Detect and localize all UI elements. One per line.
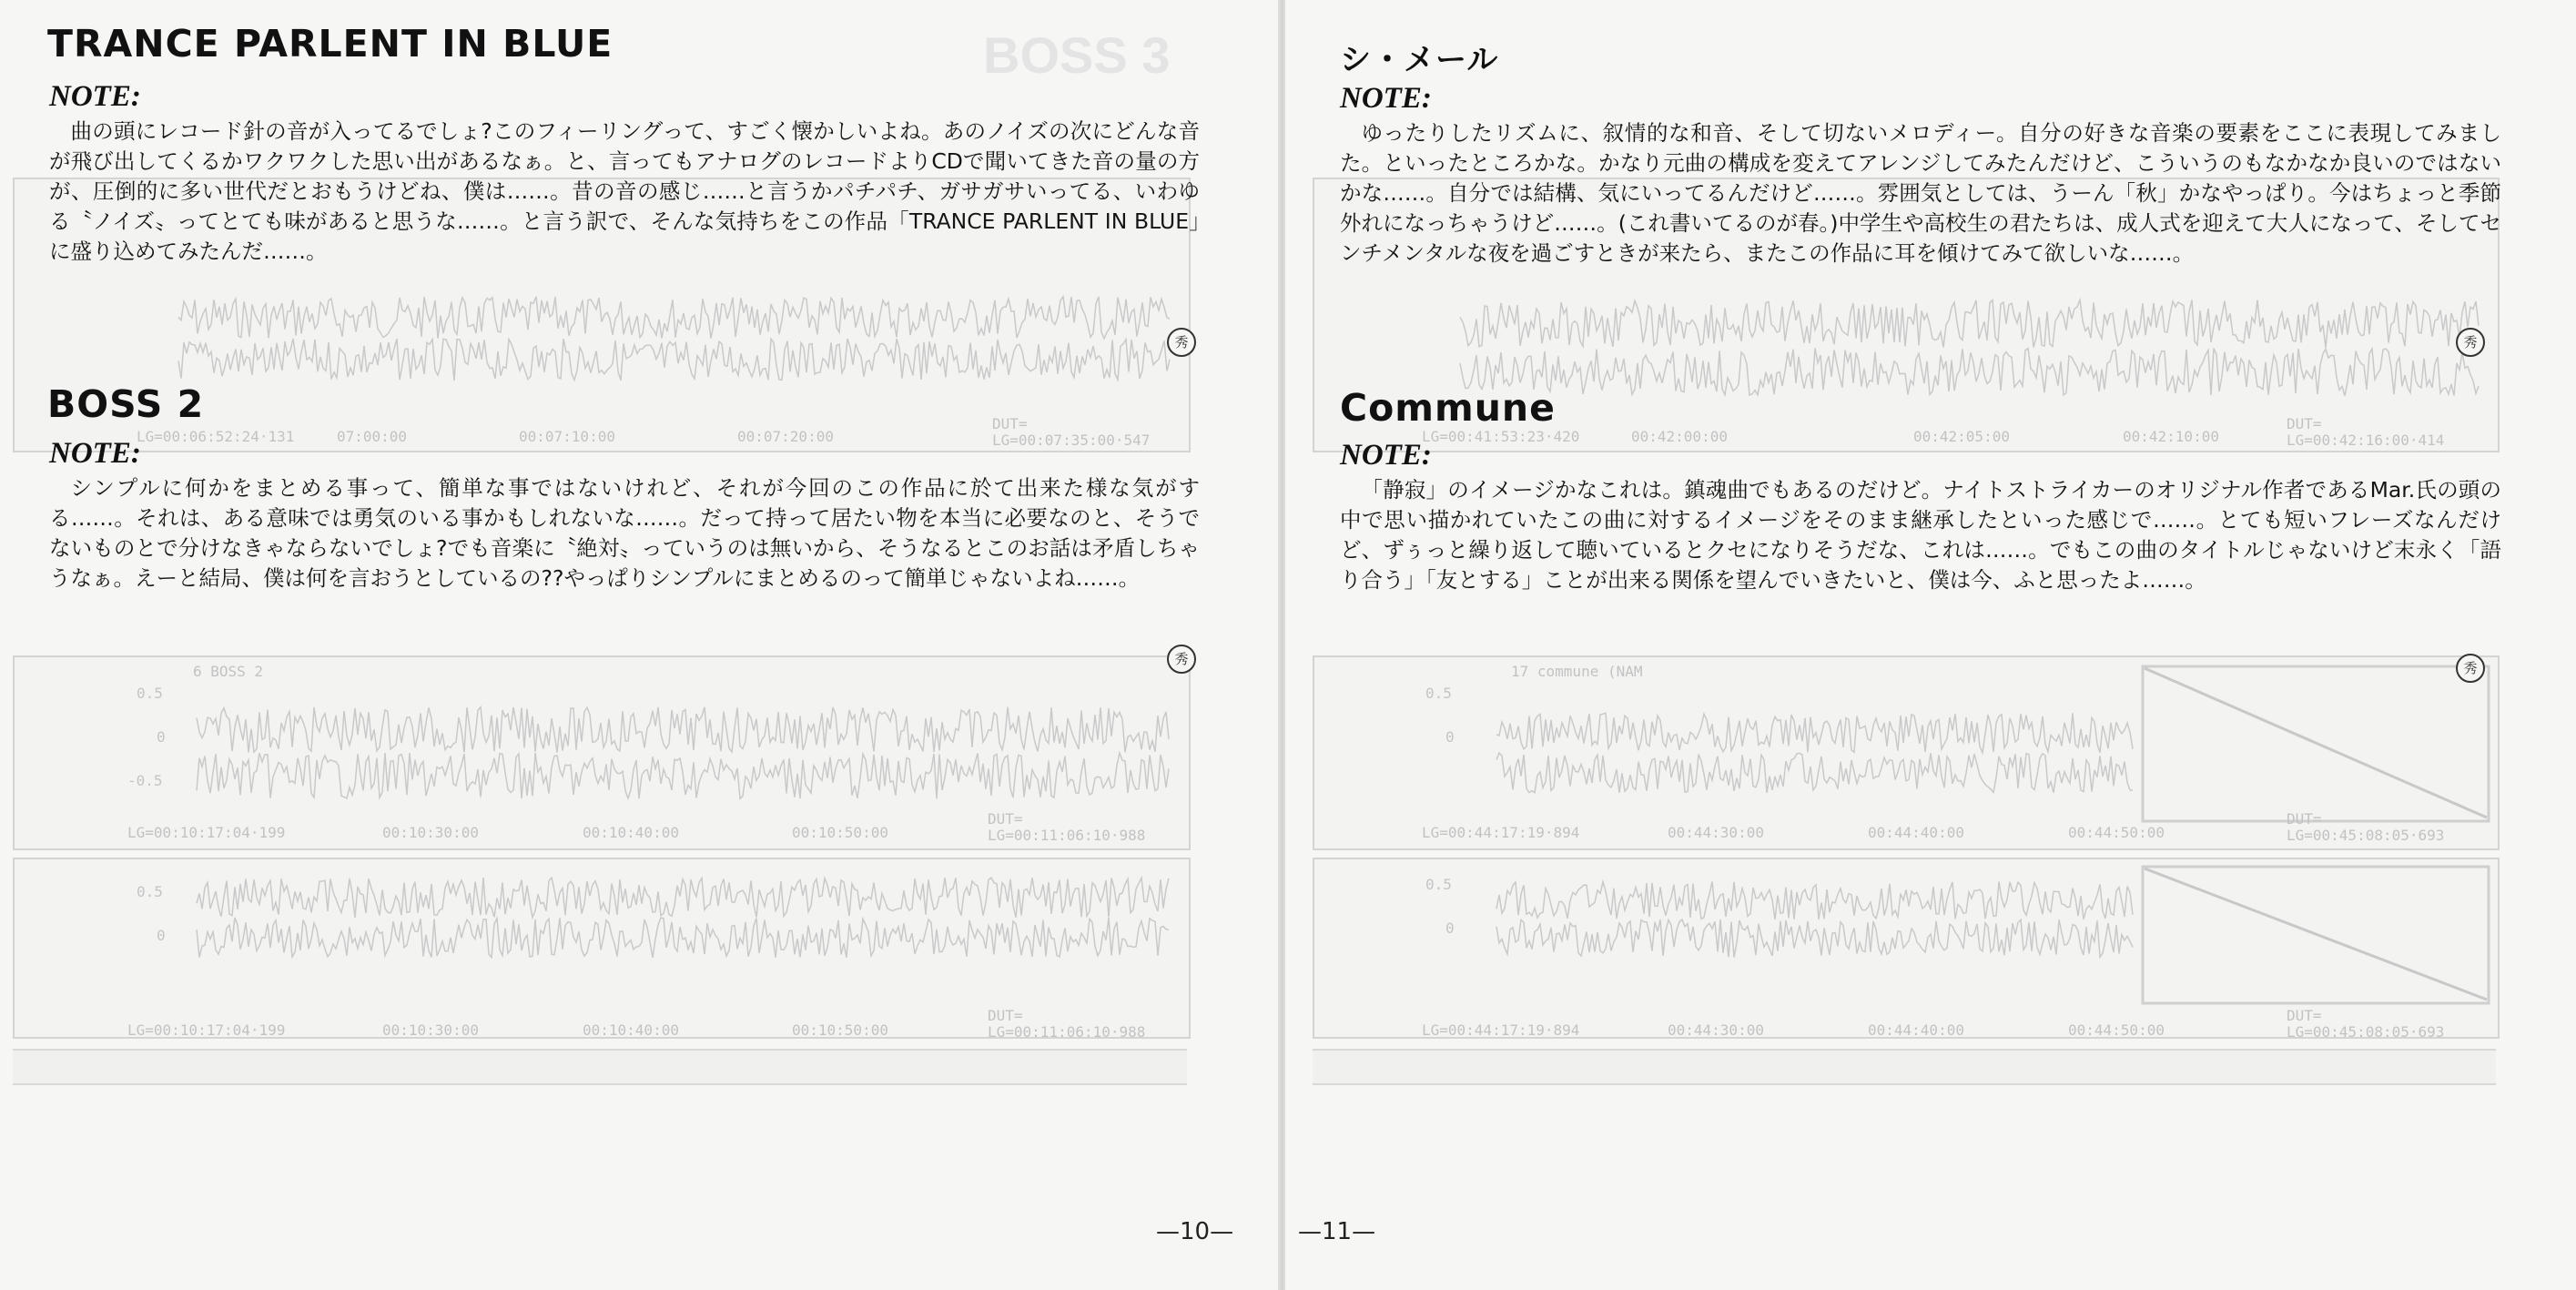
waveform-trace [178, 339, 1170, 381]
right-page [1285, 0, 2576, 1290]
axis-label: 0.5 [137, 685, 163, 702]
timecode: 00:44:40:00 [1868, 824, 1964, 841]
status-strip [13, 1049, 1187, 1085]
timecode-end: LG=00:11:06:10·988 [988, 827, 1146, 844]
timecode: 00:10:50:00 [792, 1021, 888, 1039]
timecode-out-label: DUT= [2287, 1007, 2322, 1024]
stamp-icon: 秀 [2456, 654, 2485, 683]
axis-label: -0.5 [127, 772, 163, 789]
waveform-trace [1460, 348, 2479, 395]
status-strip [1313, 1049, 2496, 1085]
timecode: 00:44:50:00 [2068, 824, 2165, 841]
timecode: 00:44:40:00 [1868, 1021, 1964, 1039]
ghost-title: BOSS 3 [983, 26, 1171, 84]
track-label: 6 BOSS 2 [193, 663, 264, 680]
axis-label: 0.5 [1425, 876, 1452, 893]
timecode: 00:42:05:00 [1913, 428, 2010, 445]
timecode: 00:10:40:00 [583, 1021, 679, 1039]
note-label: NOTE: [49, 437, 141, 470]
timecode-out-label: DUT= [2287, 810, 2322, 828]
timecode: 00:42:00:00 [1631, 428, 1728, 445]
section-body: ゆったりしたリズムに、叙情的な和音、そして切ないメロディー。自分の好きな音楽の要素をここに表現してみました。といったところかな。かなり元曲の構成を変えてアレンジしてみたんだけど、こういうのもなかなか良いのではないかな……。自分では結構、気にいってるんだけど……。雰囲気としては、うーん「秋」かなやっぱり。今はちょっと季節外れになっちゃうけど……。(これ書いてるのが春。)中学生や高校生の君たちは、成人式を迎えて大人になって、そしてセンチメンタルな夜を過ごすときが来たら、またこの作品に耳を傾けてみて欲しいな……。 [1340, 120, 2501, 266]
timecode-start: LG=00:44:17:19·894 [1422, 1021, 1580, 1039]
timecode: 00:07:10:00 [519, 428, 615, 445]
timecode: 00:42:10:00 [2123, 428, 2219, 445]
section-body: 曲の頭にレコード針の音が入ってるでしょ?このフィーリングって、すごく懐かしいよね。あのノイズの次にどんな音が飛び出してくるかワクワクした思い出があるなぁ。と、言ってもアナログのレコードよりCDで聞いてきた音の量の方が、圧倒的に多い世代だとおもうけどね、僕は……。昔の音の感じ……と言うかパチパチ、ガサガサいってる、いわゆる〝ノイズ〟ってとても味があると思うな……。と言う訳で、そんな気持ちをこの作品「TRANCE PARLENT IN BLUE」に盛り込めてみたんだ……。 [49, 118, 1200, 264]
waveform-trace [197, 918, 1169, 958]
timecode: 00:10:50:00 [792, 824, 888, 841]
timecode: 00:10:40:00 [583, 824, 679, 841]
axis-label: 0.5 [137, 883, 163, 900]
stamp-icon: 秀 [1167, 328, 1196, 357]
timecode: 00:07:20:00 [737, 428, 834, 445]
timecode-out-label: DUT= [992, 415, 1028, 432]
timecode-out-label: DUT= [988, 810, 1023, 828]
timecode-start: LG=00:10:17:04·199 [127, 1021, 286, 1039]
note-label: NOTE: [1340, 439, 1432, 472]
section-title: TRANCE PARLENT IN BLUE [47, 22, 614, 66]
section-title: BOSS 2 [47, 382, 205, 426]
timecode: 00:10:30:00 [382, 1021, 479, 1039]
timecode-out-label: DUT= [2287, 415, 2322, 432]
note-label: NOTE: [49, 80, 141, 113]
section-title: シ・メール [1340, 42, 1499, 78]
page-number: —11— [1298, 1218, 1376, 1245]
track-label: 17 commune (NAM [1511, 663, 1643, 680]
timecode-end: LG=00:07:35:00·547 [992, 432, 1151, 449]
timecode: 00:44:30:00 [1668, 824, 1764, 841]
axis-label: 0 [1445, 728, 1455, 746]
timecode-end: LG=00:11:06:10·988 [988, 1023, 1146, 1041]
waveform-trace [178, 297, 1170, 339]
timecode-end: LG=00:42:16:00·414 [2287, 432, 2445, 449]
timecode-out-label: DUT= [988, 1007, 1023, 1024]
section-body: 「静寂」のイメージかなこれは。鎮魂曲でもあるのだけど。ナイトストライカーのオリジナル作者であるMar.氏の頭の中で思い描かれていたこの曲に対するイメージをそのまま継承したといった感じで……。とても短いフレーズなんだけど、ずぅっと繰り返して聴いているとクセになりそうだな、これは……。でもこの曲のタイトルじゃないけど末永く「語り合う」「友とする」ことが出来る関係を望んでいきたいと、僕は今、ふと思ったよ……。 [1340, 477, 2501, 593]
section-title: Commune [1340, 386, 1556, 430]
timecode-end: LG=00:45:08:05·693 [2287, 1023, 2445, 1041]
note-label: NOTE: [1340, 82, 1432, 115]
timecode-start: LG=00:10:17:04·199 [127, 824, 286, 841]
timecode-start: LG=00:41:53:23·420 [1422, 428, 1580, 445]
page-number: —10— [1156, 1218, 1234, 1245]
waveform-trace [197, 878, 1169, 918]
timecode: 00:44:50:00 [2068, 1021, 2165, 1039]
stamp-icon: 秀 [1167, 645, 1196, 674]
left-page [0, 0, 1278, 1290]
section-body: シンプルに何かをまとめる事って、簡単な事ではないけれど、それが今回のこの作品に於て出来た様な気がする……。それは、ある意味では勇気のいる事かもしれないな……。だって持って居たい物を本当に必要なのと、そうでないものとで分けなきゃならないでしょ?でも音楽に〝絶対〟っていうのは無いから、そうなるとこのお話は矛盾しちゃうなぁ。えーと結局、僕は何を言おうとしているの??やっぱりシンプルにまとめるのって簡単じゃないよね……。 [49, 475, 1200, 591]
timecode-end: LG=00:45:08:05·693 [2287, 827, 2445, 844]
stamp-icon: 秀 [2456, 328, 2485, 357]
waveform-trace [1460, 300, 2479, 349]
timecode-start: LG=00:44:17:19·894 [1422, 824, 1580, 841]
timecode: 00:10:30:00 [382, 824, 479, 841]
timecode-start: LG=00:06:52:24·131 [137, 428, 295, 445]
axis-label: 0 [157, 728, 166, 746]
axis-label: 0.5 [1425, 685, 1452, 702]
timecode: 00:44:30:00 [1668, 1021, 1764, 1039]
timecode: 07:00:00 [337, 428, 408, 445]
axis-label: 0 [1445, 919, 1455, 937]
waveform-trace [197, 753, 1169, 798]
axis-label: 0 [157, 927, 166, 944]
waveform-trace [197, 707, 1169, 753]
